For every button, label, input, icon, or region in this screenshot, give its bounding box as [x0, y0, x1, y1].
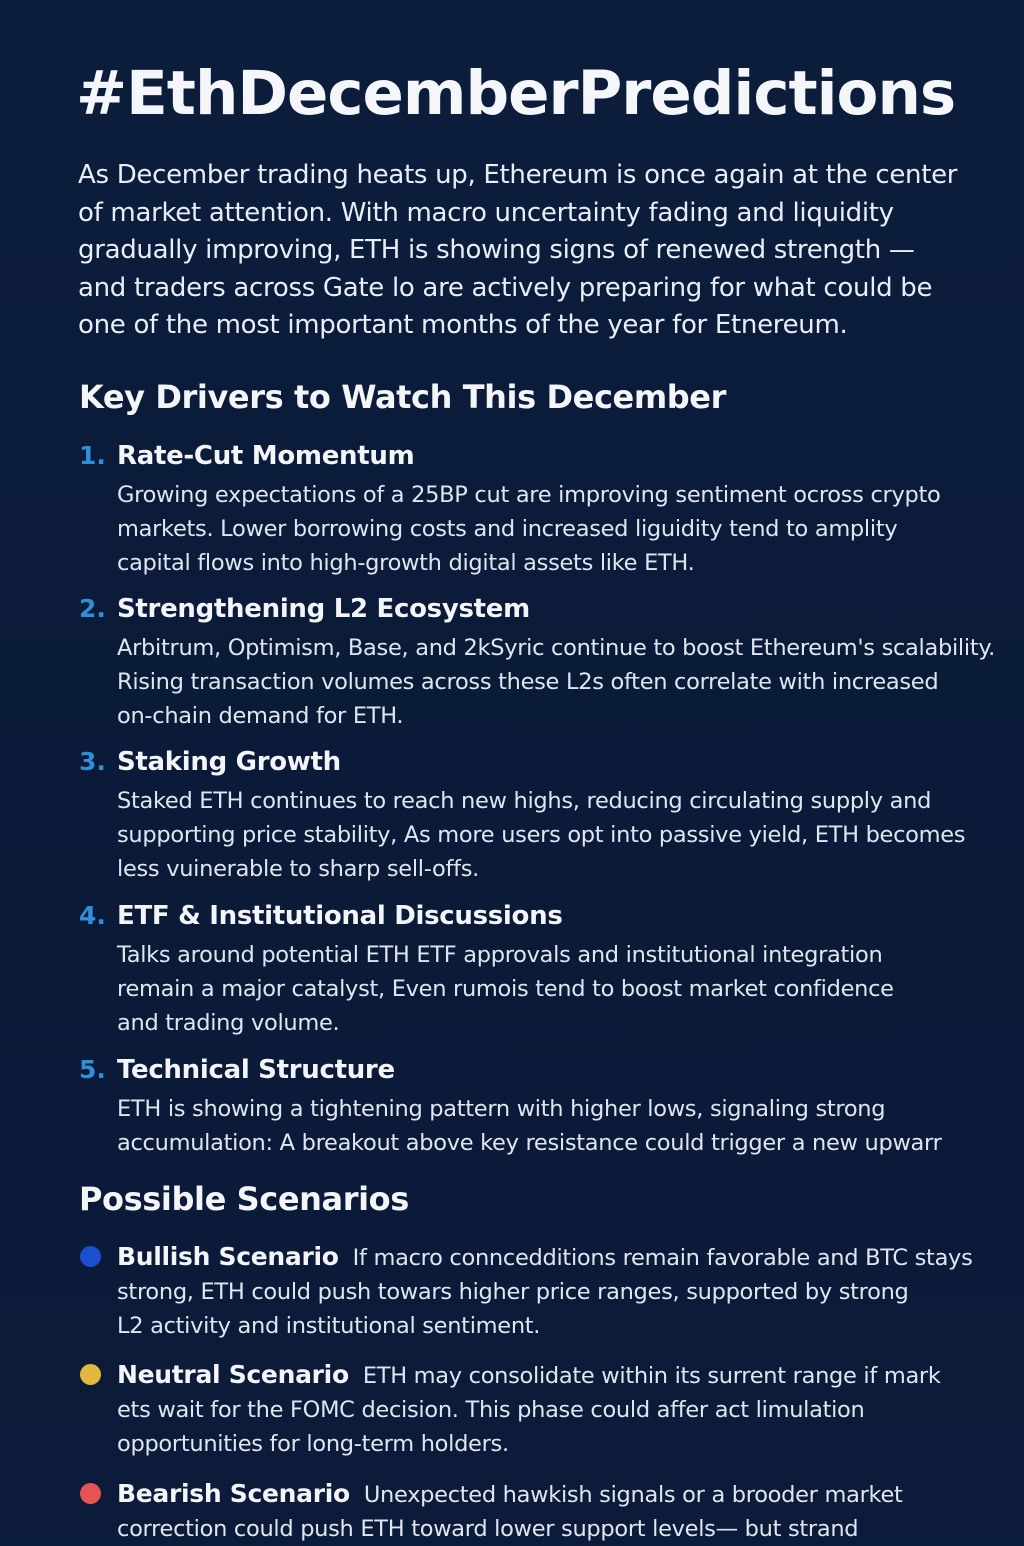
driver-line: supporting price stability, As more users opt into passive yield, ETH becomes [117, 822, 966, 848]
intro-line: and traders across Gate lo are actively preparing for what could be [78, 272, 933, 303]
scenario-line: opportunities for long-term holders. [117, 1431, 509, 1457]
page-title: #EthDecemberPredictions [76, 58, 956, 129]
scenario-description [117, 1240, 973, 1343]
blue-dot-icon [80, 1246, 101, 1267]
driver-title: Rate-Cut Momentum [117, 441, 415, 471]
scenarios-heading: Possible Scenarios [79, 1180, 409, 1218]
driver-title: Technical Structure [117, 1055, 395, 1085]
intro-line: one of the most important months of the year for Etnereum. [78, 310, 848, 340]
scenario-line: ets wait for the FOMC decision. This phase could affer act limulation [117, 1397, 865, 1423]
driver-line: markets. Lower borrowing costs and increased liguidity tend to amplity [117, 516, 898, 542]
intro-paragraph [78, 157, 958, 345]
driver-description [117, 784, 965, 886]
driver-number: 5. [79, 1055, 106, 1084]
intro-line: As December trading heats up, Ethereum is once again at the center [78, 160, 958, 190]
scenario-line: Unexpected hawkish signals or a brooder market [363, 1482, 903, 1508]
driver-description [117, 631, 995, 733]
driver-line: Talks around potential ETH ETF approvals and institutional integration [117, 942, 883, 968]
drivers-heading: Key Drivers to Watch This December [79, 378, 726, 416]
scenario-description [117, 1358, 941, 1461]
driver-description [117, 938, 894, 1040]
driver-line: remain a major catalyst, Even rumois tend to boost market confidence [117, 976, 894, 1002]
scenario-line: correction could push ETH toward lower support levels— but strand [117, 1516, 859, 1542]
driver-description [117, 1092, 942, 1160]
driver-title: Strengthening L2 Ecosystem [117, 594, 530, 624]
driver-line: Arbitrum, Optimism, Base, and 2kSyric continue to boost Ethereum's scalability. [117, 635, 996, 661]
scenario-title: Neutral Scenario [117, 1360, 349, 1389]
driver-line: and trading volume. [117, 1010, 340, 1036]
driver-line: ETH is showing a tightening pattern with higher lows, signaling strong [117, 1096, 886, 1122]
yellow-dot-icon [80, 1364, 101, 1385]
red-dot-icon [80, 1483, 101, 1504]
driver-number: 2. [79, 594, 106, 623]
driver-number: 4. [79, 901, 106, 930]
scenario-line: ETH may consolidate within its surrent range if mark [362, 1363, 941, 1389]
scenario-title: Bearish Scenario [117, 1479, 350, 1508]
driver-line: Rising transaction volumes across these L2s often correlate with increased [117, 669, 939, 695]
scenario-line: If macro conncedditions remain favorable and BTC stays [352, 1245, 973, 1271]
intro-line: of market attention. With macro uncertainty fading and liquidity [78, 197, 894, 228]
scenario-line: L2 activity and institutional sentiment. [117, 1313, 541, 1339]
driver-line: on-chain demand for ETH. [117, 703, 404, 729]
driver-line: capital flows into high-growth digital assets like ETH. [117, 550, 695, 576]
driver-number: 3. [79, 747, 106, 776]
driver-title: Staking Growth [117, 747, 341, 777]
driver-title: ETF & Institutional Discussions [117, 901, 563, 931]
scenario-title: Bullish Scenario [117, 1242, 339, 1271]
scenario-line: strong, ETH could push towars higher price ranges, supported by strong [117, 1279, 909, 1305]
driver-line: Growing expectations of a 25BP cut are improving sentiment ocross crypto [117, 482, 941, 508]
driver-description [117, 478, 940, 580]
driver-line: Staked ETH continues to reach new highs, reducing circulating supply and [117, 788, 932, 814]
driver-number: 1. [79, 441, 106, 470]
intro-line: gradually improving, ETH is showing signs of renewed strength — [78, 235, 915, 265]
driver-line: less vuinerable to sharp sell-offs. [117, 856, 479, 882]
driver-line: accumulation: A breakout above key resistance could trigger a new upwarr [117, 1130, 942, 1156]
